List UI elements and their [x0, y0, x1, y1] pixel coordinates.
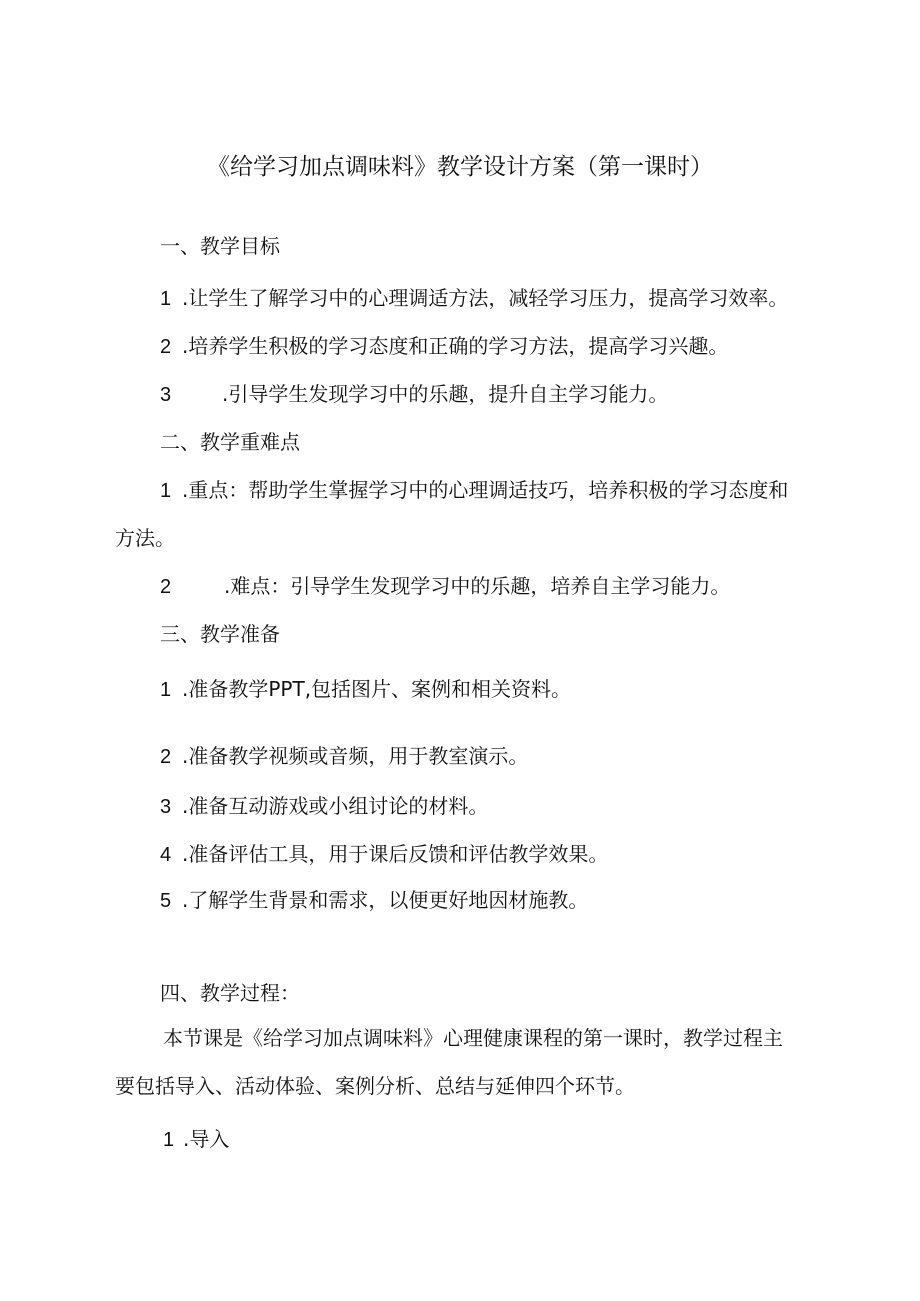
list-item	[160, 573, 730, 600]
item-text: .难点：引导学生发现学习中的乐趣，培养自主学习能力。	[224, 574, 731, 598]
list-item	[160, 285, 788, 312]
item-number: 5	[160, 890, 172, 912]
item-number: 2	[160, 336, 172, 358]
list-item	[160, 841, 608, 868]
item-text: .准备教学视频或音频，用于教室演示。	[182, 744, 529, 768]
item-number: 3	[160, 796, 172, 818]
item-text: .准备互动游戏或小组讨论的材料。	[182, 794, 489, 818]
item-text: .导入	[183, 1127, 230, 1151]
paragraph-line: 本节课是《给学习加点调味料》心理健康课程的第一课时，教学过程主	[163, 1026, 783, 1050]
list-item	[160, 793, 488, 820]
item-text: .准备教学PPT,包括图片、案例和相关资料。	[182, 677, 572, 701]
list-item	[160, 887, 588, 914]
item-number: 1	[160, 480, 172, 502]
item-number: 1	[160, 679, 172, 701]
item-number: 2	[160, 746, 172, 768]
item-number: 2	[160, 576, 172, 598]
section-heading-key-points: 二、教学重难点	[160, 430, 300, 454]
list-item	[163, 1126, 229, 1153]
item-text: .了解学生背景和需求，以便更好地因材施教。	[182, 888, 589, 912]
item-continuation: 方法。	[115, 526, 175, 550]
list-item	[160, 333, 728, 360]
item-text: .引导学生发现学习中的乐趣，提升自主学习能力。	[222, 382, 669, 406]
item-text: .培养学生积极的学习态度和正确的学习方法，提高学习兴趣。	[182, 334, 729, 358]
item-number: 1	[163, 1129, 175, 1151]
page-title: 《给学习加点调味料》教学设计方案（第一课时）	[207, 154, 713, 180]
item-text: .让学生了解学习中的心理调适方法，减轻学习压力，提高学习效率。	[182, 286, 789, 310]
item-number: 3	[160, 384, 172, 406]
list-item	[160, 381, 668, 408]
list-item	[160, 743, 528, 770]
paragraph-line: 要包括导入、活动体验、案例分析、总结与延伸四个环节。	[115, 1074, 635, 1098]
section-heading-preparation: 三、教学准备	[160, 622, 280, 646]
section-heading-objectives: 一、教学目标	[160, 234, 280, 258]
list-item	[160, 477, 788, 504]
item-number: 1	[160, 288, 172, 310]
list-item	[160, 676, 571, 703]
item-text: .重点：帮助学生掌握学习中的心理调适技巧，培养积极的学习态度和	[182, 478, 789, 502]
item-number: 4	[160, 844, 172, 866]
item-text: .准备评估工具，用于课后反馈和评估教学效果。	[182, 842, 609, 866]
section-heading-process: 四、教学过程：	[160, 981, 300, 1005]
